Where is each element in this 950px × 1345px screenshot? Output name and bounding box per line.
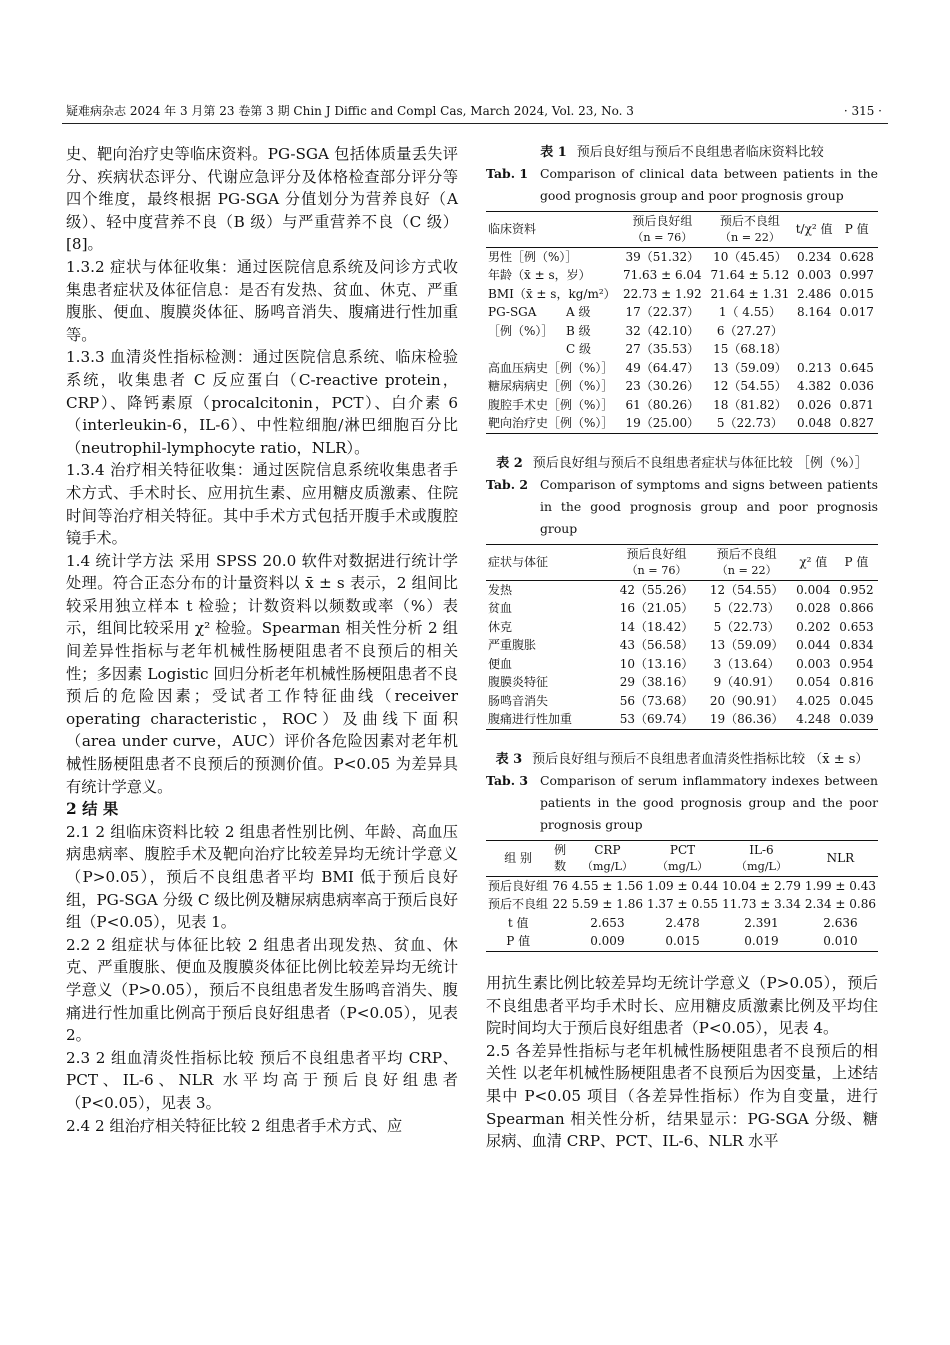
table-row: 靶向治疗史［例（%）］ 19（25.00） 5（22.73） 0.048 0.827 bbox=[486, 415, 878, 434]
table-row: PG-SGA A 级 17（22.37） 1（ 4.55） 8.164 0.017 bbox=[488, 305, 874, 319]
left-column bbox=[66, 143, 458, 1137]
table-header-row: 临床资料 预后良好组 （n = 76） 预后不良组 （n = 22） t/χ² 值 P 值 bbox=[486, 212, 878, 248]
table-row: C 级 27（35.53） 15（68.18） bbox=[566, 342, 787, 356]
paragraph-pgsga: 史、靶向治疗史等临床资料。PG-SGA 包括体质量丢失评分、疾病状态评分、代谢应急评分及体格检查部分评分等四个维度，最终根据 PG-SGA 分值划分为营养良好（A 级）、轻中度营养不良（B 级）与严重营养不良（C 级）[8]。 bbox=[66, 145, 458, 254]
table-3-caption-cn: 表 3 预后良好组与预后不良组患者血清炎性指标比较 （x̄ ± s） bbox=[495, 752, 869, 767]
table-row: 发热 42（55.26） 12（54.55） 0.004 0.952 bbox=[488, 582, 874, 597]
table-row: 糖尿病病史［例（%）］ 23（30.26） 12（54.55） 4.382 0.036 bbox=[488, 379, 874, 393]
section-1-3-3: 1.3.3 血清炎性指标检测：通过医院信息系统、临床检验系统，收集患者 C 反应蛋白（C-reactive protein，CRP）、降钙素原（procalcitonin，PCT）、白介素 6（interleukin-6，IL-6）、中性粒细胞/淋巴细胞百分比（neutrophil-lymphocyte ratio，NLR）。 bbox=[66, 348, 458, 457]
table-3-grid bbox=[486, 840, 878, 952]
table-row: BMI（x̄ ± s，kg/m²） 22.73 ± 1.92 21.64 ± 1.31 2.486 0.015 bbox=[488, 286, 874, 301]
table-header-row: 组 别 例数 CRP （mg/L） PCT （mg/L） IL-6 （mg/L） NLR bbox=[486, 841, 878, 877]
journal-citation: 疑难病杂志 2024 年 3 月第 23 卷第 3 期 Chin J Diffic and Compl Cas, March 2024, Vol. 23, No. 3 bbox=[66, 104, 634, 118]
table-2-caption-cn: 表 2 预后良好组与预后不良组患者症状与体征比较 ［例（%）］ bbox=[496, 456, 868, 471]
table-3 bbox=[486, 750, 878, 952]
table-row: 便血 10（13.16） 3（13.64） 0.003 0.954 bbox=[488, 656, 874, 671]
table-row: 预后不良组 22 5.59 ± 1.86 1.37 ± 0.55 11.73 ± 3.34 2.34 ± 0.86 bbox=[488, 897, 876, 911]
table-2 bbox=[486, 454, 878, 730]
section-2-5: 2.5 各差异性指标与老年机械性肠梗阻患者不良预后的相关性 以老年机械性肠梗阻患者不良预后为因变量，上述结果中 P<0.05 项目（各差异性指标）作为自变量，进行 Spearman 相关性分析，结果显示：PG-SGA 分级、糖尿病、血清 CRP、PCT、IL-6、NLR 水平 bbox=[486, 1041, 878, 1151]
section-2-2: 2.2 2 组症状与体征比较 2 组患者出现发热、贫血、休克、严重腹胀、便血及腹膜炎体征比例比较差异均无统计学意义（P>0.05），预后不良组患者发生肠鸣音消失、腹痛进行性加重比例高于预后良好组患者（P<0.05），见表 2。 bbox=[66, 935, 458, 1045]
table-row: 腹腔手术史［例（%）］ 61（80.26） 18（81.82） 0.026 0.871 bbox=[488, 397, 874, 412]
section-1-3-2: 1.3.2 症状与体征收集：通过医院信息系统及问诊方式收集患者症状及体征信息：是否有发热、贫血、休克、严重腹胀、便血、腹膜炎体征、肠鸣音消失、腹痛进行性加重等。 bbox=[66, 257, 458, 344]
table-row: ［例（%）］ B 级 32（42.10） 6（27.27） bbox=[488, 323, 783, 338]
table-1-grid bbox=[486, 211, 878, 434]
table-row: 肠鸣音消失 56（73.68） 20（90.91） 4.025 0.045 bbox=[488, 693, 874, 708]
table-1-caption-en: Tab. 1 Comparison of clinical data between patients in the good prognosis group and poor prognosis group bbox=[486, 166, 878, 203]
table-row: 预后良好组 76 4.55 ± 1.56 1.09 ± 0.44 10.04 ± 2.79 1.99 ± 0.43 bbox=[488, 878, 876, 893]
table-row: 休克 14（18.42） 5（22.73） 0.202 0.653 bbox=[488, 619, 874, 634]
section-2-3: 2.3 2 组血清炎性指标比较 预后不良组患者平均 CRP、PCT、IL-6、NLR 水平均高于预后良好组患者（P<0.05），见表 3。 bbox=[66, 1048, 458, 1112]
table-row: t 值 2.653 2.478 2.391 2.636 bbox=[507, 915, 858, 930]
table-1 bbox=[486, 143, 878, 434]
table-2-caption-en: Tab. 2 Comparison of symptoms and signs between patients in the good prognosis group and poor prognosis group bbox=[486, 477, 878, 536]
right-column bbox=[486, 143, 878, 1153]
running-header bbox=[62, 101, 888, 124]
table-row: P 值 0.009 0.015 0.019 0.010 bbox=[486, 933, 878, 952]
table-3-caption-en: Tab. 3 Comparison of serum inflammatory indexes between patients in the good prognosis group and the poor prognosis group bbox=[486, 773, 878, 832]
table-row: 腹膜炎特征 29（38.16） 9（40.91） 0.054 0.816 bbox=[488, 675, 874, 689]
section-2-1: 2.1 2 组临床资料比较 2 组患者性别比例、年龄、高血压病患病率、腹腔手术及靶向治疗比较差异均无统计学意义（P>0.05），预后不良组患者平均 BMI 低于预后良好组，PG-SGA 分级 C 级比例及糖尿病患病率高于预后良好组（P<0.05），见表 1。 bbox=[66, 822, 458, 932]
table-row: 严重腹胀 43（56.58） 13（59.09） 0.044 0.834 bbox=[488, 638, 874, 652]
paragraph-2-4-continued: 用抗生素比例比较差异均无统计学意义（P>0.05），预后不良组患者平均手术时长、应用糖皮质激素比例及平均住院时间均大于预后良好组患者（P<0.05），见表 4。 bbox=[486, 974, 878, 1038]
page-number: · 315 · bbox=[843, 104, 882, 118]
table-1-caption-cn: 表 1 预后良好组与预后不良组患者临床资料比较 bbox=[540, 145, 824, 160]
table-row: 贫血 16（21.05） 5（22.73） 0.028 0.866 bbox=[488, 601, 874, 615]
section-2-4: 2.4 2 组治疗相关特征比较 2 组患者手术方式、应 bbox=[66, 1116, 403, 1135]
table-row: 腹痛进行性加重 53（69.74） 19（86.36） 4.248 0.039 bbox=[486, 711, 878, 730]
section-1-4: 1.4 统计学方法 采用 SPSS 20.0 软件对数据进行统计学处理。符合正态分布的计量资料以 x̄ ± s 表示，2 组间比较采用独立样本 t 检验；计数资料以频数或率（%）表示，组间比较采用 χ² 检验。Spearman 相关性分析 2 组间差异性指标与老年机械性肠梗阻患者不良预后的相关性；多因素 Logistic 回归分析老年机械性肠梗阻患者不良预后的危险因素；受试者工作特征曲线（receiver operating characteristic，ROC）及曲线下面积（area under curve，AUC）评价各危险因素对老年机械性肠梗阻患者不良预后的预测价值。P<0.05 为差异具有统计学意义。 bbox=[66, 551, 458, 796]
table-row: 年龄（x̄ ± s，岁） 71.63 ± 6.04 71.64 ± 5.12 0.003 0.997 bbox=[488, 268, 874, 282]
table-header-row: 症状与体征 预后良好组 （n = 76） 预后不良组 （n = 22） χ² 值 P 值 bbox=[486, 545, 878, 581]
table-2-grid bbox=[486, 544, 878, 730]
table-row: 男性［例（%）］ 39（51.32） 10（45.45） 0.234 0.628 bbox=[488, 249, 874, 264]
table-row: 高血压病史［例（%）］ 49（64.47） 13（59.09） 0.213 0.645 bbox=[488, 360, 874, 375]
section-1-3-4: 1.3.4 治疗相关特征收集：通过医院信息系统收集患者手术方式、手术时长、应用抗生素、应用糖皮质激素、住院时间等治疗相关特征。其中手术方式包括开腹手术或腹腔镜手术。 bbox=[66, 461, 458, 548]
section-2-heading: 2 结 果 bbox=[66, 800, 119, 819]
